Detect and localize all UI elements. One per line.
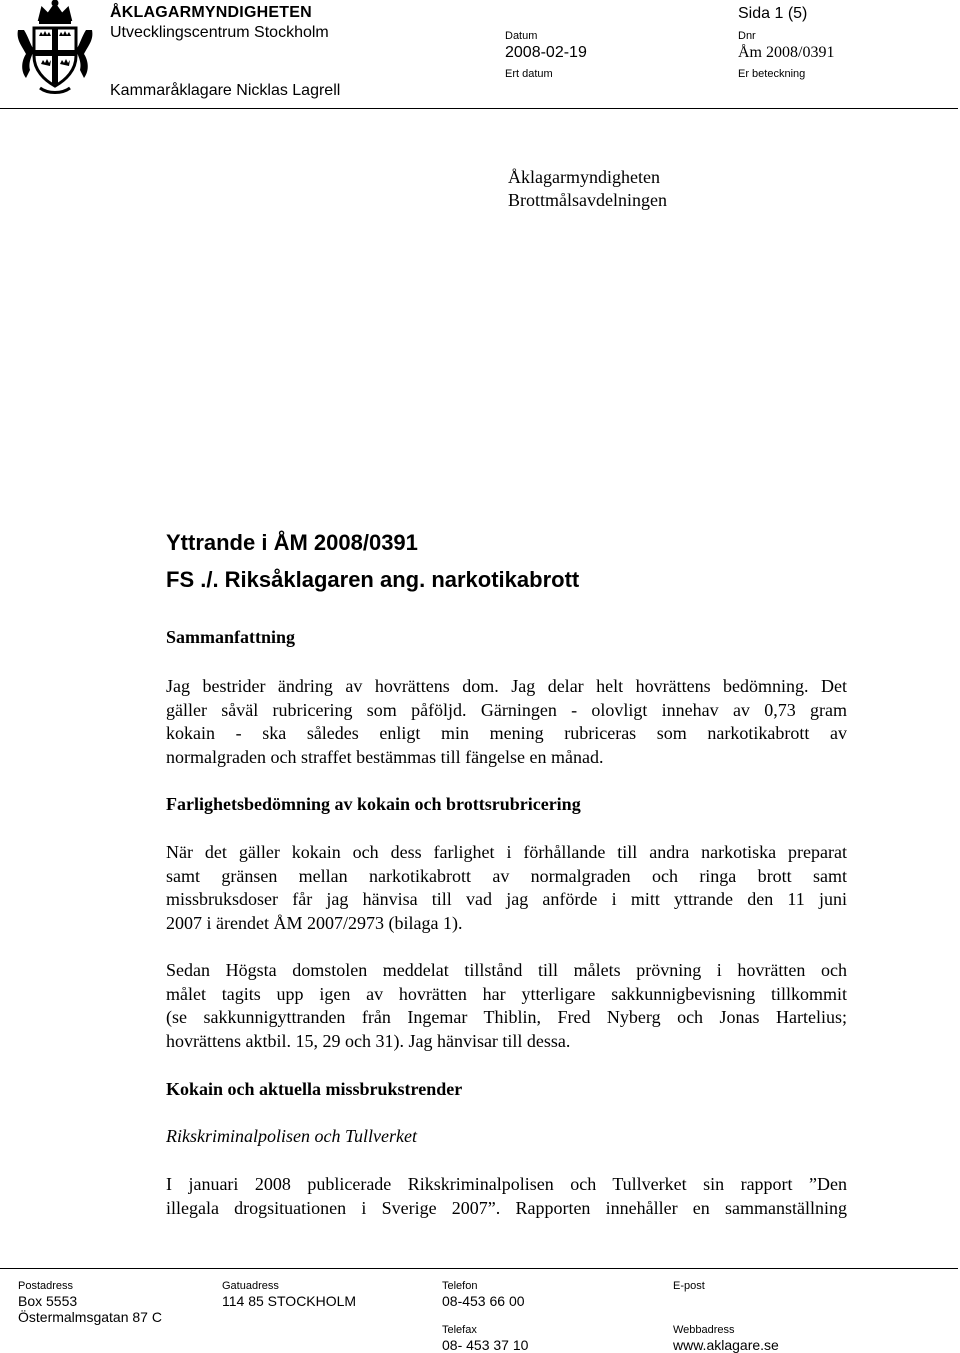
recipient-line-1: Åklagarmyndigheten [508,167,660,187]
footer-divider [0,1268,958,1269]
paragraph-rapport [166,1173,847,1220]
paragraph-line: hovrättens aktbil. 15, 29 och 31). Jag hänvisar till dessa. [166,1030,571,1051]
footer-postadress-label: Postadress [18,1280,74,1292]
recipient-line-2: Brottmålsavdelningen [508,190,667,210]
organization-name: ÅKLAGARMYNDIGHETEN [110,4,312,21]
paragraph-line: När det gäller kokain och dess farlighet i förhållande till andra narkotiska preparat [166,842,847,862]
footer-postadress-line-1: Box 5553 [18,1293,78,1309]
footer-postadress-line-2: Östermalmsgatan 87 C [18,1309,162,1325]
dnr-label: Dnr [738,30,756,42]
section-heading-farlighetsbedomning: Farlighetsbedömning av kokain och brottsrubricering [166,794,581,814]
paragraph-farlighet-1 [166,841,847,935]
paragraph-sammanfattning [166,675,847,769]
paragraph-line: Sedan Högsta domstolen meddelat tillstånd till målets prövning i hovrätten och [166,960,847,980]
paragraph-line: missbruksdoser får jag hänvisa till vad jag anförde i mitt yttrande den 11 juni [166,889,847,909]
footer-webbadress-label: Webbadress [673,1324,735,1336]
paragraph-line: I januari 2008 publicerade Rikskriminalpolisen och Tullverket sin rapport ”Den [166,1174,847,1194]
document-title-line-1: Yttrande i ÅM 2008/0391 [166,530,418,555]
paragraph-farlighet-2 [166,959,847,1053]
footer-telefon-value: 08-453 66 00 [442,1293,525,1309]
footer-gatuadress-value: 114 85 STOCKHOLM [222,1293,357,1309]
paragraph-line: gäller såväl rubricering som påföljd. Gärningen - olovligt innehav av 0,73 gram [166,699,847,720]
paragraph-line: (se sakkunnigyttranden från Ingemar Thiblin, Fred Nyberg och Jonas Hartelius; [166,1007,847,1027]
paragraph-line: kokain - ska således enligt min mening rubriceras som narkotikabrott av [166,723,847,743]
paragraph-line: målet tagits upp igen av hovrätten har ytterligare sakkunnigbevisning tillkommit [166,983,847,1004]
footer-telefax-value: 08- 453 37 10 [442,1337,529,1353]
paragraph-line: samt gränsen mellan narkotikabrott av normalgraden och ringa brott samt [166,865,847,886]
footer-telefon-label: Telefon [442,1280,478,1292]
organization-unit: Utvecklingscentrum Stockholm [110,24,329,41]
datum-value: 2008-02-19 [505,44,587,61]
paragraph-line: Jag bestrider ändring av hovrättens dom. Jag delar helt hovrättens bedömning. Det [166,676,847,696]
er-beteckning-label: Er beteckning [738,68,806,80]
header-divider [0,108,958,109]
paragraph-line: normalgraden och straffet bestämmas till fängelse en månad. [166,746,604,767]
subheading-rikskriminalpolisen: Rikskriminalpolisen och Tullverket [166,1126,417,1146]
footer-telefax-label: Telefax [442,1324,477,1336]
section-heading-sammanfattning: Sammanfattning [166,627,296,647]
agency-coat-of-arms-logo [12,0,98,96]
page-indicator: Sida 1 (5) [738,5,808,22]
document-title-line-2: FS ./. Riksåklagaren ang. narkotikabrott [166,567,580,592]
dnr-value: Åm 2008/0391 [738,44,835,61]
paragraph-line: illegala drogsituationen i Sverige 2007”. Rapporten innehåller en sammanställning [166,1197,847,1218]
ert-datum-label: Ert datum [505,68,553,80]
datum-label: Datum [505,30,538,42]
footer-gatuadress-label: Gatuadress [222,1280,279,1292]
section-heading-kokain-missbrukstrender: Kokain och aktuella missbrukstrender [166,1079,463,1099]
footer-webbadress-link[interactable]: www.aklagare.se [673,1337,779,1353]
paragraph-line: 2007 i ärendet ÅM 2007/2973 (bilaga 1). [166,912,463,933]
sender-name: Kammaråklagare Nicklas Lagrell [110,82,341,99]
footer-epost-label: E-post [673,1280,705,1292]
